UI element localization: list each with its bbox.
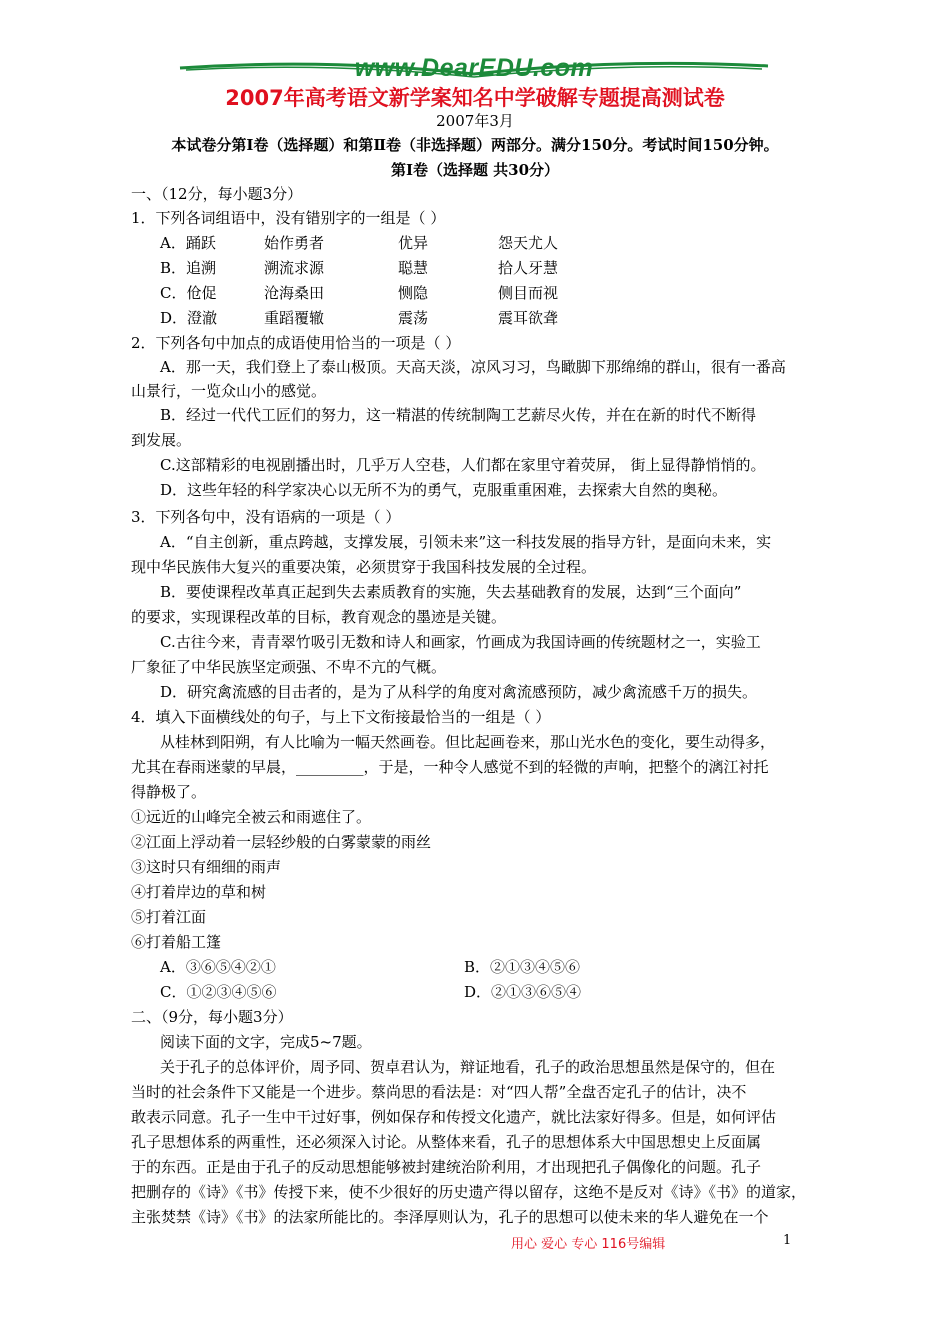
passage-line: 敢表示同意。孔子一生中干过好事，例如保存和传授文化遗产，就比法家好得多。但是，如何评估 — [131, 1108, 777, 1126]
section-heading: 一、（12分，每小题3分） — [131, 185, 303, 203]
passage-line: 主张焚禁《诗》《书》的法家所能比的。李泽厚则认为，孔子的思想可以使未来的华人避免在一个 — [131, 1208, 769, 1226]
question-option-text: 的要求，实现课程改革的目标，教育观念的墨迹是关键。 — [131, 608, 507, 626]
answer-option: C．①②③④⑤⑥ — [160, 983, 277, 1001]
option-cell: D．澄澈 — [160, 309, 218, 327]
question-option-text: A．那一天，我们登上了泰山极顶。天高天淡，凉风习习，鸟瞰脚下那绵绵的群山，很有一番高 — [160, 358, 786, 376]
option-cell: 怨天尤人 — [498, 234, 559, 252]
question-option-text: 现中华民族伟大复兴的重要决策，必须贯穿于我国科技发展的全过程。 — [131, 558, 597, 576]
answer-option: A．③⑥⑤④②① — [160, 958, 276, 976]
passage-line: 尤其在春雨迷蒙的早晨，_________，于是，一种令人感觉不到的轻微的声响，把整个的漓江衬托 — [131, 758, 769, 776]
option-cell: 震荡 — [398, 309, 429, 327]
exam-title: 2007年高考语文新学案知名中学破解专题提高测试卷 — [225, 86, 725, 110]
option-cell: 拾人牙慧 — [498, 259, 559, 277]
sentence-item: ⑥打着船工篷 — [131, 933, 222, 951]
question-option-text: B．经过一代代工匠们的努力，这一精湛的传统制陶工艺薪尽火传，并在在新的时代不断得 — [160, 406, 757, 424]
footer-note: 用心 爱心 专心 116号编辑 — [511, 1237, 666, 1252]
answer-option: B．②①③④⑤⑥ — [464, 958, 581, 976]
exam-intro: 本试卷分第Ⅰ卷（选择题）和第Ⅱ卷（非选择题）两部分。满分150分。考试时间150分钟。 — [171, 136, 779, 154]
passage-line: 把删存的《诗》《书》传授下来，使不少很好的历史遗产得以留存，这绝不是反对《诗》《书》的道家， — [131, 1183, 807, 1201]
reading-instruction: 阅读下面的文字，完成5~7题。 — [160, 1033, 372, 1051]
question-option-text: 山景行，一览众山小的感觉。 — [131, 382, 327, 400]
passage-line: 得静极了。 — [131, 783, 207, 801]
sentence-item: ②江面上浮动着一层轻纱般的白雾蒙蒙的雨丝 — [131, 833, 432, 851]
sentence-item: ③这时只有细细的雨声 — [131, 858, 282, 876]
passage-line: 从桂林到阳朔，有人比喻为一幅天然画卷。但比起画卷来，那山光水色的变化，要生动得多， — [160, 733, 776, 751]
part-title: 第Ⅰ卷（选择题 共30分） — [390, 161, 560, 179]
question-option-text: A．“自主创新，重点跨越，支撑发展，引领未来”这一科技发展的指导方针，是面向未来，实 — [160, 533, 772, 551]
option-cell: 溯流求源 — [264, 259, 325, 277]
option-cell: 震耳欲聋 — [498, 309, 559, 327]
passage-line: 于的东西。正是由于孔子的反动思想能够被封建统治阶利用，才出现把孔子偶像化的问题。孔子 — [131, 1158, 762, 1176]
question-stem: 3．下列各句中，没有语病的一项是（ ） — [131, 508, 401, 526]
question-option-text: D．这些年轻的科学家决心以无所不为的勇气，克服重重困难，去探索大自然的奥秘。 — [160, 481, 728, 499]
page-number: 1 — [783, 1233, 792, 1248]
option-cell: 沧海桑田 — [264, 284, 325, 302]
question-stem: 2．下列各句中加点的成语使用恰当的一项是（ ） — [131, 334, 461, 352]
sentence-item: ④打着岸边的草和树 — [131, 883, 267, 901]
option-cell: B．追溯 — [160, 259, 217, 277]
question-option-text: B．要使课程改革真正起到失去素质教育的实施，失去基础教育的发展，达到“三个面向” — [160, 583, 742, 601]
answer-option: D．②①③⑥⑤④ — [464, 983, 582, 1001]
option-cell: C．伧促 — [160, 284, 217, 302]
question-option-text: D．研究禽流感的目击者的，是为了从科学的角度对禽流感预防，减少禽流感千万的损失。 — [160, 683, 758, 701]
logo-text: www.DearEDU.com — [354, 54, 594, 82]
passage-line: 当时的社会条件下又能是一个进步。蔡尚思的看法是：对“四人帮”全盘否定孔子的估计，决不 — [131, 1083, 747, 1101]
question-stem: 4．填入下面横线处的句子，与上下文衔接最恰当的一组是（ ） — [131, 708, 551, 726]
option-cell: 侧目而视 — [498, 284, 559, 302]
question-stem: 1．下列各词组语中，没有错别字的一组是（ ） — [131, 209, 446, 227]
question-option-text: 到发展。 — [131, 431, 192, 449]
exam-date: 2007年3月 — [436, 112, 514, 130]
option-cell: 始作勇者 — [264, 234, 325, 252]
option-cell: 恻隐 — [398, 284, 429, 302]
question-option-text: C.古往今来，青青翠竹吸引无数和诗人和画家，竹画成为我国诗画的传统题材之一，实验工 — [160, 633, 761, 651]
option-cell: 聪慧 — [398, 259, 429, 277]
question-option-text: 厂象征了中华民族坚定顽强、不卑不亢的气概。 — [131, 658, 447, 676]
passage-line: 关于孔子的总体评价，周予同、贺卓君认为，辩证地看，孔子的政治思想虽然是保守的，但在 — [160, 1058, 776, 1076]
passage-line: 孔子思想体系的两重性，还必须深入讨论。从整体来看，孔子的思想体系大中国思想史上反面属 — [131, 1133, 762, 1151]
question-option-text: C.这部精彩的电视剧播出时，几乎万人空巷，人们都在家里守着荧屏， 街上显得静悄悄的。 — [160, 456, 766, 474]
section-heading: 二、（9分，每小题3分） — [131, 1008, 293, 1026]
option-cell: A．踊跃 — [160, 234, 216, 252]
sentence-item: ⑤打着江面 — [131, 908, 207, 926]
option-cell: 优异 — [398, 234, 429, 252]
sentence-item: ①远近的山峰完全被云和雨遮住了。 — [131, 808, 372, 826]
option-cell: 重蹈覆辙 — [264, 309, 325, 327]
